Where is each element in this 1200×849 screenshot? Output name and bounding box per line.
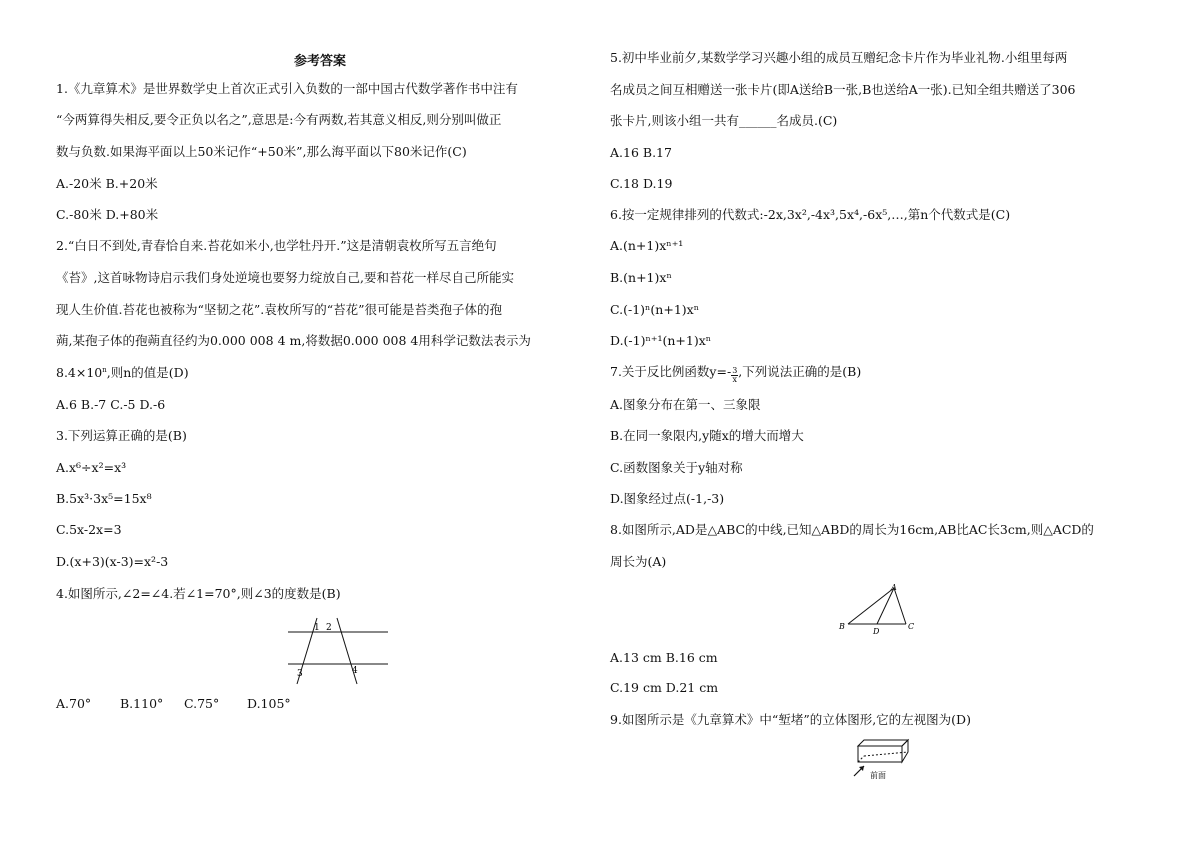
q2-options: A.6 B.-7 C.-5 D.-6 xyxy=(56,397,166,412)
q3-option-b: B.5x³·3x⁵=15x⁸ xyxy=(56,491,152,506)
q2-line-2: 《苔》,这首咏物诗启示我们身处逆境也要努力绽放自己,要和苔花一样尽自己所能实 xyxy=(56,270,514,285)
q5-options-cd: C.18 D.19 xyxy=(610,176,673,191)
q8-line-2: 周长为(A) xyxy=(610,554,667,569)
q7-option-b: B.在同一象限内,y随x的增大而增大 xyxy=(610,428,804,443)
q6-option-c: C.(-1)ⁿ(n+1)xⁿ xyxy=(610,302,700,317)
q8-options-cd: C.19 cm D.21 cm xyxy=(610,680,719,695)
angle-4-label: 4 xyxy=(352,666,358,676)
prism-top-face xyxy=(858,740,908,746)
q6-option-d: D.(-1)ⁿ⁺¹(n+1)xⁿ xyxy=(610,333,712,348)
q7-option-a: A.图象分布在第一、三象限 xyxy=(610,397,761,412)
q3-option-a: A.x⁶÷x²=x³ xyxy=(56,460,127,475)
q4-option-d: D.105° xyxy=(247,696,291,711)
q3-option-c: C.5x-2x=3 xyxy=(56,522,122,537)
q2-line-1: 2.“白日不到处,青春恰自来.苔花如米小,也学牡丹开.”这是清朝袁枚所写五言绝句 xyxy=(56,238,497,253)
q5-options-ab: A.16 B.17 xyxy=(610,145,672,160)
q1-options-ab: A.-20米 B.+20米 xyxy=(56,176,158,191)
q5-line-3: 张卡片,则该小组一共有______名成员.(C) xyxy=(610,113,838,128)
vertex-a-label: A xyxy=(891,583,897,592)
q8-options-ab: A.13 cm B.16 cm xyxy=(610,650,718,665)
median-ad xyxy=(877,588,894,624)
front-label: 前面 xyxy=(870,771,886,780)
q2-sci-number: 8.4×10 xyxy=(56,365,103,380)
q4-parallel-lines-figure xyxy=(284,614,394,688)
q7-fraction-numerator: 3 xyxy=(732,366,738,375)
q2-line-3: 现人生价值.苔花也被称为“坚韧之花”.袁枚所写的“苔花”很可能是苔类孢子体的孢 xyxy=(56,302,503,317)
q2-answer-text: ,则n的值是(D) xyxy=(106,365,189,380)
page-title: 参考答案 xyxy=(294,54,347,69)
q2-line-4: 蒴,某孢子体的孢蒴直径约为0.000 008 4 m,将数据0.000 008 4用科学记数法表示为 xyxy=(56,333,531,348)
q1-options-cd: C.-80米 D.+80米 xyxy=(56,207,159,222)
q9-prism-figure xyxy=(850,736,916,782)
q8-triangle-figure xyxy=(838,582,928,636)
angle-1-label: 1 xyxy=(314,623,320,633)
q5-line-2: 名成员之间互相赠送一张卡片(即A送给B一张,B也送给A一张).已知全组共赠送了306 xyxy=(610,82,1076,97)
q7-option-d: D.图象经过点(-1,-3) xyxy=(610,491,725,506)
side-ab xyxy=(848,588,894,624)
q4-option-b: B.110° xyxy=(120,696,164,711)
prism-front-face xyxy=(858,746,902,762)
q6-option-a: A.(n+1)xⁿ⁺¹ xyxy=(610,238,684,253)
q1-line-2: “今两算得失相反,要令正负以名之”,意思是:今有两数,若其意义相反,则分别叫做正 xyxy=(56,112,502,127)
q7-option-c: C.函数图象关于y轴对称 xyxy=(610,460,743,475)
prism-hidden-edge-2 xyxy=(864,752,908,756)
q9-stem: 9.如图所示是《九章算术》中“堑堵”的立体图形,它的左视图为(D) xyxy=(610,712,971,727)
point-d-label: D xyxy=(873,627,880,636)
q4-stem: 4.如图所示,∠2=∠4.若∠1=70°,则∠3的度数是(B) xyxy=(56,586,341,601)
q3-stem: 3.下列运算正确的是(B) xyxy=(56,428,187,443)
q1-line-1: 1.《九章算术》是世界数学史上首次正式引入负数的一部中国古代数学著作书中注有 xyxy=(56,81,518,96)
q7-stem xyxy=(610,364,861,384)
q7-stem-start: 7.关于反比例函数y=- xyxy=(610,364,732,379)
q4-option-a: A.70° xyxy=(56,696,92,711)
q2-line-5 xyxy=(56,365,189,381)
prism-side-face xyxy=(902,740,908,762)
q7-fraction-denominator: x xyxy=(732,375,737,384)
q7-stem-end: ,下列说法正确的是(B) xyxy=(738,364,862,379)
angle-2-label: 2 xyxy=(326,623,332,633)
q3-option-d: D.(x+3)(x-3)=x²-3 xyxy=(56,554,169,569)
q2-exponent: n xyxy=(102,366,107,374)
q5-line-1: 5.初中毕业前夕,某数学学习兴趣小组的成员互赠纪念卡片作为毕业礼物.小组里每两 xyxy=(610,50,1068,65)
q6-option-b: B.(n+1)xⁿ xyxy=(610,270,672,285)
side-ac xyxy=(894,588,906,624)
vertex-b-label: B xyxy=(839,622,845,631)
vertex-c-label: C xyxy=(908,622,915,631)
prism-hidden-edge xyxy=(858,756,864,762)
q4-option-c: C.75° xyxy=(184,696,220,711)
q1-line-3: 数与负数.如果海平面以上50米记作“+50米”,那么海平面以下80米记作(C) xyxy=(56,144,467,159)
q8-line-1: 8.如图所示,AD是△ABC的中线,已知△ABD的周长为16cm,AB比AC长3cm,则△ACD的 xyxy=(610,522,1094,537)
q6-stem: 6.按一定规律排列的代数式:-2x,3x²,-4x³,5x⁴,-6x⁵,…,第n个代数式是(C) xyxy=(610,207,1011,222)
angle-3-label: 3 xyxy=(297,669,303,679)
